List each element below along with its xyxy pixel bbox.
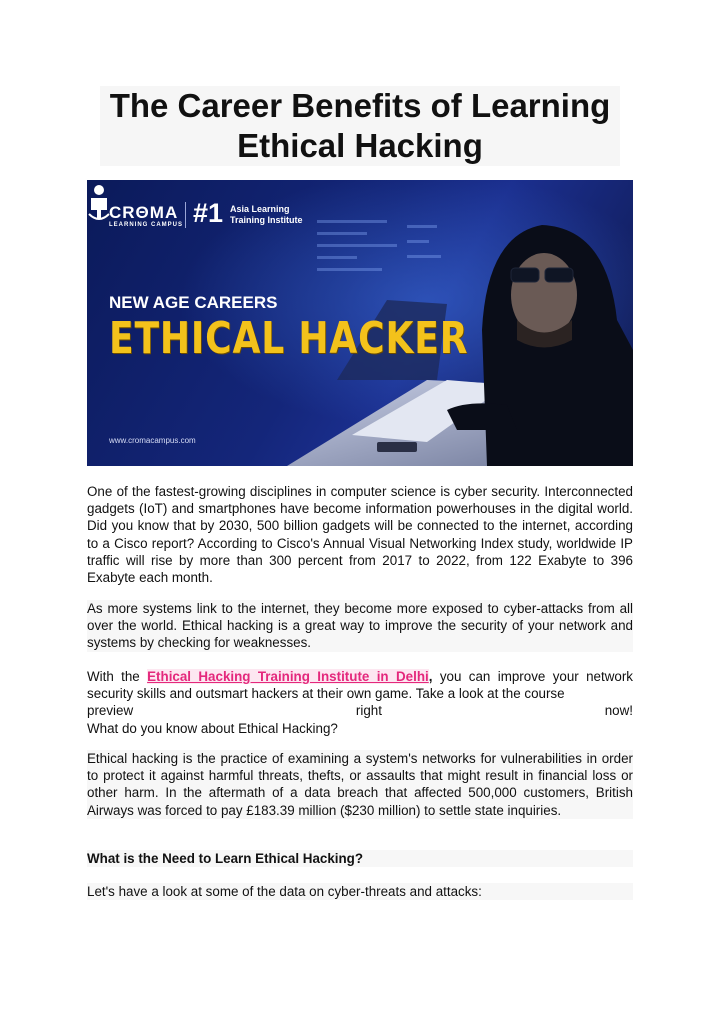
justified-line <box>87 702 633 719</box>
question-line: What do you know about Ethical Hacking? <box>87 720 338 736</box>
rank-line-2: Training Institute <box>230 215 303 225</box>
glasses-right <box>545 268 573 282</box>
glasses-left <box>511 268 539 282</box>
page-title <box>100 86 620 166</box>
phone <box>377 442 417 452</box>
word-now: now! <box>604 703 633 719</box>
rank-line-1: Asia Learning <box>230 204 290 214</box>
corner-logo-icon <box>87 184 111 222</box>
paragraph-intro: One of the fastest-growing disciplines in computer science is cyber security. Interconnected gadgets (IoT) and smartphones have become information powerhouses in the digital world. Did you know that by 2030, 500 billion gadgets will be connected to the internet, according to a Cisco report? According to Cisco's Annual Visual Networking Index study, worldwide IP traffic will rise by more than 300 percent from 2017 to 2022, from 122 Exabyte to 396 Exabyte each month. <box>87 484 633 586</box>
rank-text <box>230 204 303 226</box>
paragraph-exposure: As more systems link to the internet, they become more exposed to cyber-attacks from all over the world. Ethical hacking is a great way to improve the security of your network and systems by checking for weaknesses. <box>87 601 633 651</box>
hero-banner-image <box>87 180 633 466</box>
banner-url: www.cromacampus.com <box>109 436 196 445</box>
title-line-1: The Career Benefits of Learning <box>109 87 611 124</box>
paragraph-training <box>87 668 633 737</box>
hand <box>447 403 517 430</box>
word-preview: preview <box>87 703 134 719</box>
paragraph-definition: Ethical hacking is the practice of examining a system's networks for vulnerabilities in order to protect it against harmful threats, thefts, or assaults that might result in financial loss or other harm. In the aftermath of a data breach that affected 500,000 customers, British Airways was forced to pay £183.39 million ($230 million) to settle state inquiries. <box>87 751 633 818</box>
comma: , <box>428 669 433 684</box>
logo-divider <box>185 202 186 228</box>
croma-logo-text: CRΘMA <box>109 203 179 222</box>
word-right: right <box>355 703 382 719</box>
paragraph-data-intro: Let's have a look at some of the data on cyber-threats and attacks: <box>87 883 633 900</box>
title-line-2: Ethical Hacking <box>237 127 483 164</box>
croma-logo-subtext: LEARNING CAMPUS <box>109 222 184 228</box>
rank-badge: #1 <box>193 198 224 228</box>
training-institute-link[interactable]: Ethical Hacking Training Institute in Delhi <box>147 669 429 684</box>
text-training-after: you can improve your network security skills and outsmart hackers at their own game. Take a look at the course <box>87 669 633 702</box>
banner-subtitle: NEW AGE CAREERS <box>109 293 278 312</box>
text-with-the: With the <box>87 669 148 684</box>
banner-headline: ETHICAL HACKER <box>109 313 469 364</box>
section-heading-need: What is the Need to Learn Ethical Hacking? <box>87 850 633 867</box>
